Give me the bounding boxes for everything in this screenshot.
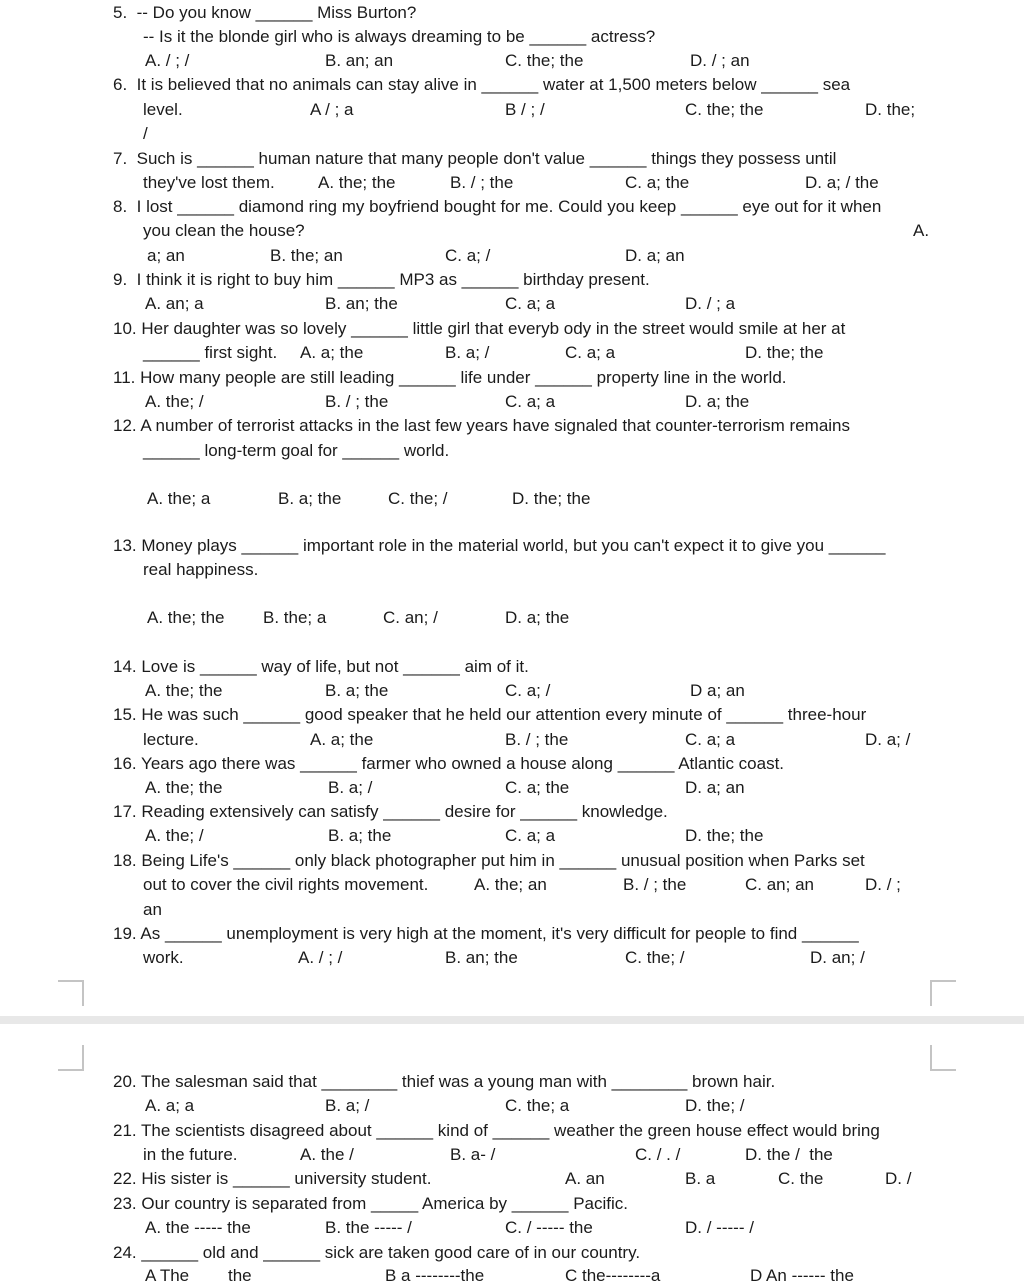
text-line: / — [143, 124, 148, 143]
text-line: A. the; a — [147, 489, 211, 508]
text-line: D. the; the — [512, 489, 591, 508]
text-line: A. an; a — [145, 294, 204, 313]
text-line: B. the; a — [263, 608, 327, 627]
text-line: 12. A number of terrorist attacks in the last few years have signaled that counter-terrorism remains — [113, 416, 851, 435]
text-line: 14. Love is ______ way of life, but not ______ aim of it. — [113, 657, 529, 676]
text-line: they've lost them. — [143, 173, 275, 192]
text-line: B. / ; the — [450, 173, 514, 192]
text-line: A. the; the — [145, 681, 223, 700]
text-line: C. a; / — [445, 246, 491, 265]
text-line: A. the; an — [474, 875, 547, 894]
text-line: lecture. — [143, 730, 199, 749]
text-line: C. a; the — [505, 778, 570, 797]
text-line: A. an — [565, 1169, 605, 1188]
text-line: B. an; the — [325, 294, 398, 313]
text-line: D. an; / — [810, 948, 865, 967]
text-line: 11. How many people are still leading ______ life under ______ property line in the world. — [113, 368, 787, 387]
text-line: 15. He was such ______ good speaker that he held our attention every minute of ______ three-hour — [113, 705, 867, 724]
text-line: 19. As ______ unemployment is very high at the moment, it's very difficult for people to find ______ — [113, 924, 859, 943]
text-line: D. the; / — [685, 1096, 745, 1115]
text-line: -- Is it the blonde girl who is always dreaming to be ______ actress? — [143, 27, 656, 46]
text-line: D. the; the — [685, 826, 764, 845]
text-line: A. the ----- the — [145, 1218, 251, 1237]
text-line: A. / ; / — [145, 51, 190, 70]
text-line: 20. The salesman said that ________ thief was a young man with ________ brown hair. — [113, 1072, 776, 1091]
text-line: B. a — [685, 1169, 716, 1188]
text-line: B. a; the — [278, 489, 342, 508]
text-line: 24. ______ old and ______ sick are taken good care of in our country. — [113, 1243, 641, 1262]
text-line: real happiness. — [143, 560, 259, 579]
text-line: 22. His sister is ______ university student. — [113, 1169, 432, 1188]
text-line: A. the; / — [145, 826, 204, 845]
text-line: B. a- / — [450, 1145, 496, 1164]
text-line: B. a; / — [445, 343, 490, 362]
text-line: a; an — [147, 246, 185, 265]
text-line: B / ; / — [505, 100, 545, 119]
text-line: C. a; a — [685, 730, 736, 749]
text-line: C. the; the — [505, 51, 584, 70]
text-line: D. / ; an — [690, 51, 750, 70]
text-line: A. the; the — [318, 173, 396, 192]
text-line: A. the; the — [145, 778, 223, 797]
text-line: C. the; / — [388, 489, 448, 508]
text-line: ______ first sight. — [143, 343, 278, 362]
text-line: C. a; / — [505, 681, 551, 700]
text-line: 13. Money plays ______ important role in the material world, but you can't expect it to give you ______ — [113, 536, 886, 555]
text-line: A The — [145, 1266, 190, 1285]
text-line: D. a; / the — [805, 173, 879, 192]
text-line: C. a; a — [505, 294, 556, 313]
text-line: A. the / — [300, 1145, 354, 1164]
text-line: C. the; a — [505, 1096, 570, 1115]
text-line: B. a; / — [328, 778, 373, 797]
text-line: 5. -- Do you know ______ Miss Burton? — [113, 3, 417, 22]
text-line: D. a; an — [685, 778, 745, 797]
text-line: 23. Our country is separated from _____ America by ______ Pacific. — [113, 1194, 628, 1213]
text-line: D. / ; — [865, 875, 901, 894]
text-line: B. / ; the — [623, 875, 687, 894]
text-line: D. the; — [865, 100, 916, 119]
text-line: C. / . / — [635, 1145, 681, 1164]
text-line: B. the ----- / — [325, 1218, 412, 1237]
text-line: C. an; an — [745, 875, 814, 894]
page-corner-mark — [58, 980, 84, 1006]
text-line: A. a; the — [300, 343, 364, 362]
text-line: A. the; the — [147, 608, 225, 627]
page-break — [0, 1016, 1024, 1024]
text-line: B. the; an — [270, 246, 343, 265]
text-line: 10. Her daughter was so lovely ______ little girl that everyb ody in the street would smile at her at — [113, 319, 846, 338]
text-line: C. a; a — [505, 826, 556, 845]
text-line: D. / ----- / — [685, 1218, 754, 1237]
text-line: C. the — [778, 1169, 824, 1188]
text-line: the — [228, 1266, 252, 1285]
text-line: A. a; the — [310, 730, 374, 749]
text-line: C. a; the — [625, 173, 690, 192]
text-line: A / ; a — [310, 100, 354, 119]
text-line: D. a; an — [625, 246, 685, 265]
text-line: 18. Being Life's ______ only black photographer put him in ______ unusual position when Parks set — [113, 851, 865, 870]
text-line: C. the; / — [625, 948, 685, 967]
text-line: A. — [913, 221, 930, 240]
text-line: in the future. — [143, 1145, 238, 1164]
page-corner-mark — [930, 980, 956, 1006]
text-line: level. — [143, 100, 183, 119]
text-line: B. a; the — [328, 826, 392, 845]
text-line: B. an; an — [325, 51, 394, 70]
text-line: B. a; / — [325, 1096, 370, 1115]
text-line: D An ------ the — [750, 1266, 854, 1285]
text-line: D a; an — [690, 681, 745, 700]
text-line: B. / ; the — [325, 392, 389, 411]
text-line: A. the; / — [145, 392, 204, 411]
text-line: D. a; / — [865, 730, 911, 749]
text-line: ______ long-term goal for ______ world. — [143, 441, 450, 460]
text-line: C. / ----- the — [505, 1218, 593, 1237]
text-line: 16. Years ago there was ______ farmer who owned a house along ______ Atlantic coast. — [113, 754, 785, 773]
text-line: 8. I lost ______ diamond ring my boyfriend bought for me. Could you keep ______ eye out for it when — [113, 197, 882, 216]
page-corner-mark — [930, 1045, 956, 1071]
text-line: B a --------the — [385, 1266, 485, 1285]
text-line: D. / — [885, 1169, 912, 1188]
text-line: D. a; the — [685, 392, 750, 411]
text-line: work. — [143, 948, 184, 967]
text-line: C. a; a — [505, 392, 556, 411]
page-corner-mark — [58, 1045, 84, 1071]
text-line: A. a; a — [145, 1096, 195, 1115]
text-line: B. a; the — [325, 681, 389, 700]
text-line: 17. Reading extensively can satisfy ______ desire for ______ knowledge. — [113, 802, 668, 821]
text-line: an — [143, 900, 162, 919]
text-line: D. / ; a — [685, 294, 736, 313]
text-line: D. the; the — [745, 343, 824, 362]
text-line: C. an; / — [383, 608, 438, 627]
text-line: A. / ; / — [298, 948, 343, 967]
text-line: C. a; a — [565, 343, 616, 362]
text-line: 6. It is believed that no animals can stay alive in ______ water at 1,500 meters below ______ sea — [113, 75, 851, 94]
text-line: C. the; the — [685, 100, 764, 119]
text-line: 21. The scientists disagreed about ______ kind of ______ weather the green house effect would bring — [113, 1121, 880, 1140]
text-line: 9. I think it is right to buy him ______ MP3 as ______ birthday present. — [113, 270, 650, 289]
text-line: D. a; the — [505, 608, 570, 627]
text-line: D. the / the — [745, 1145, 833, 1164]
text-line: you clean the house? — [143, 221, 305, 240]
text-line: C the--------a — [565, 1266, 661, 1285]
text-line: 7. Such is ______ human nature that many people don't value ______ things they possess until — [113, 149, 837, 168]
text-line: B. / ; the — [505, 730, 569, 749]
text-line: B. an; the — [445, 948, 518, 967]
text-line: out to cover the civil rights movement. — [143, 875, 429, 894]
